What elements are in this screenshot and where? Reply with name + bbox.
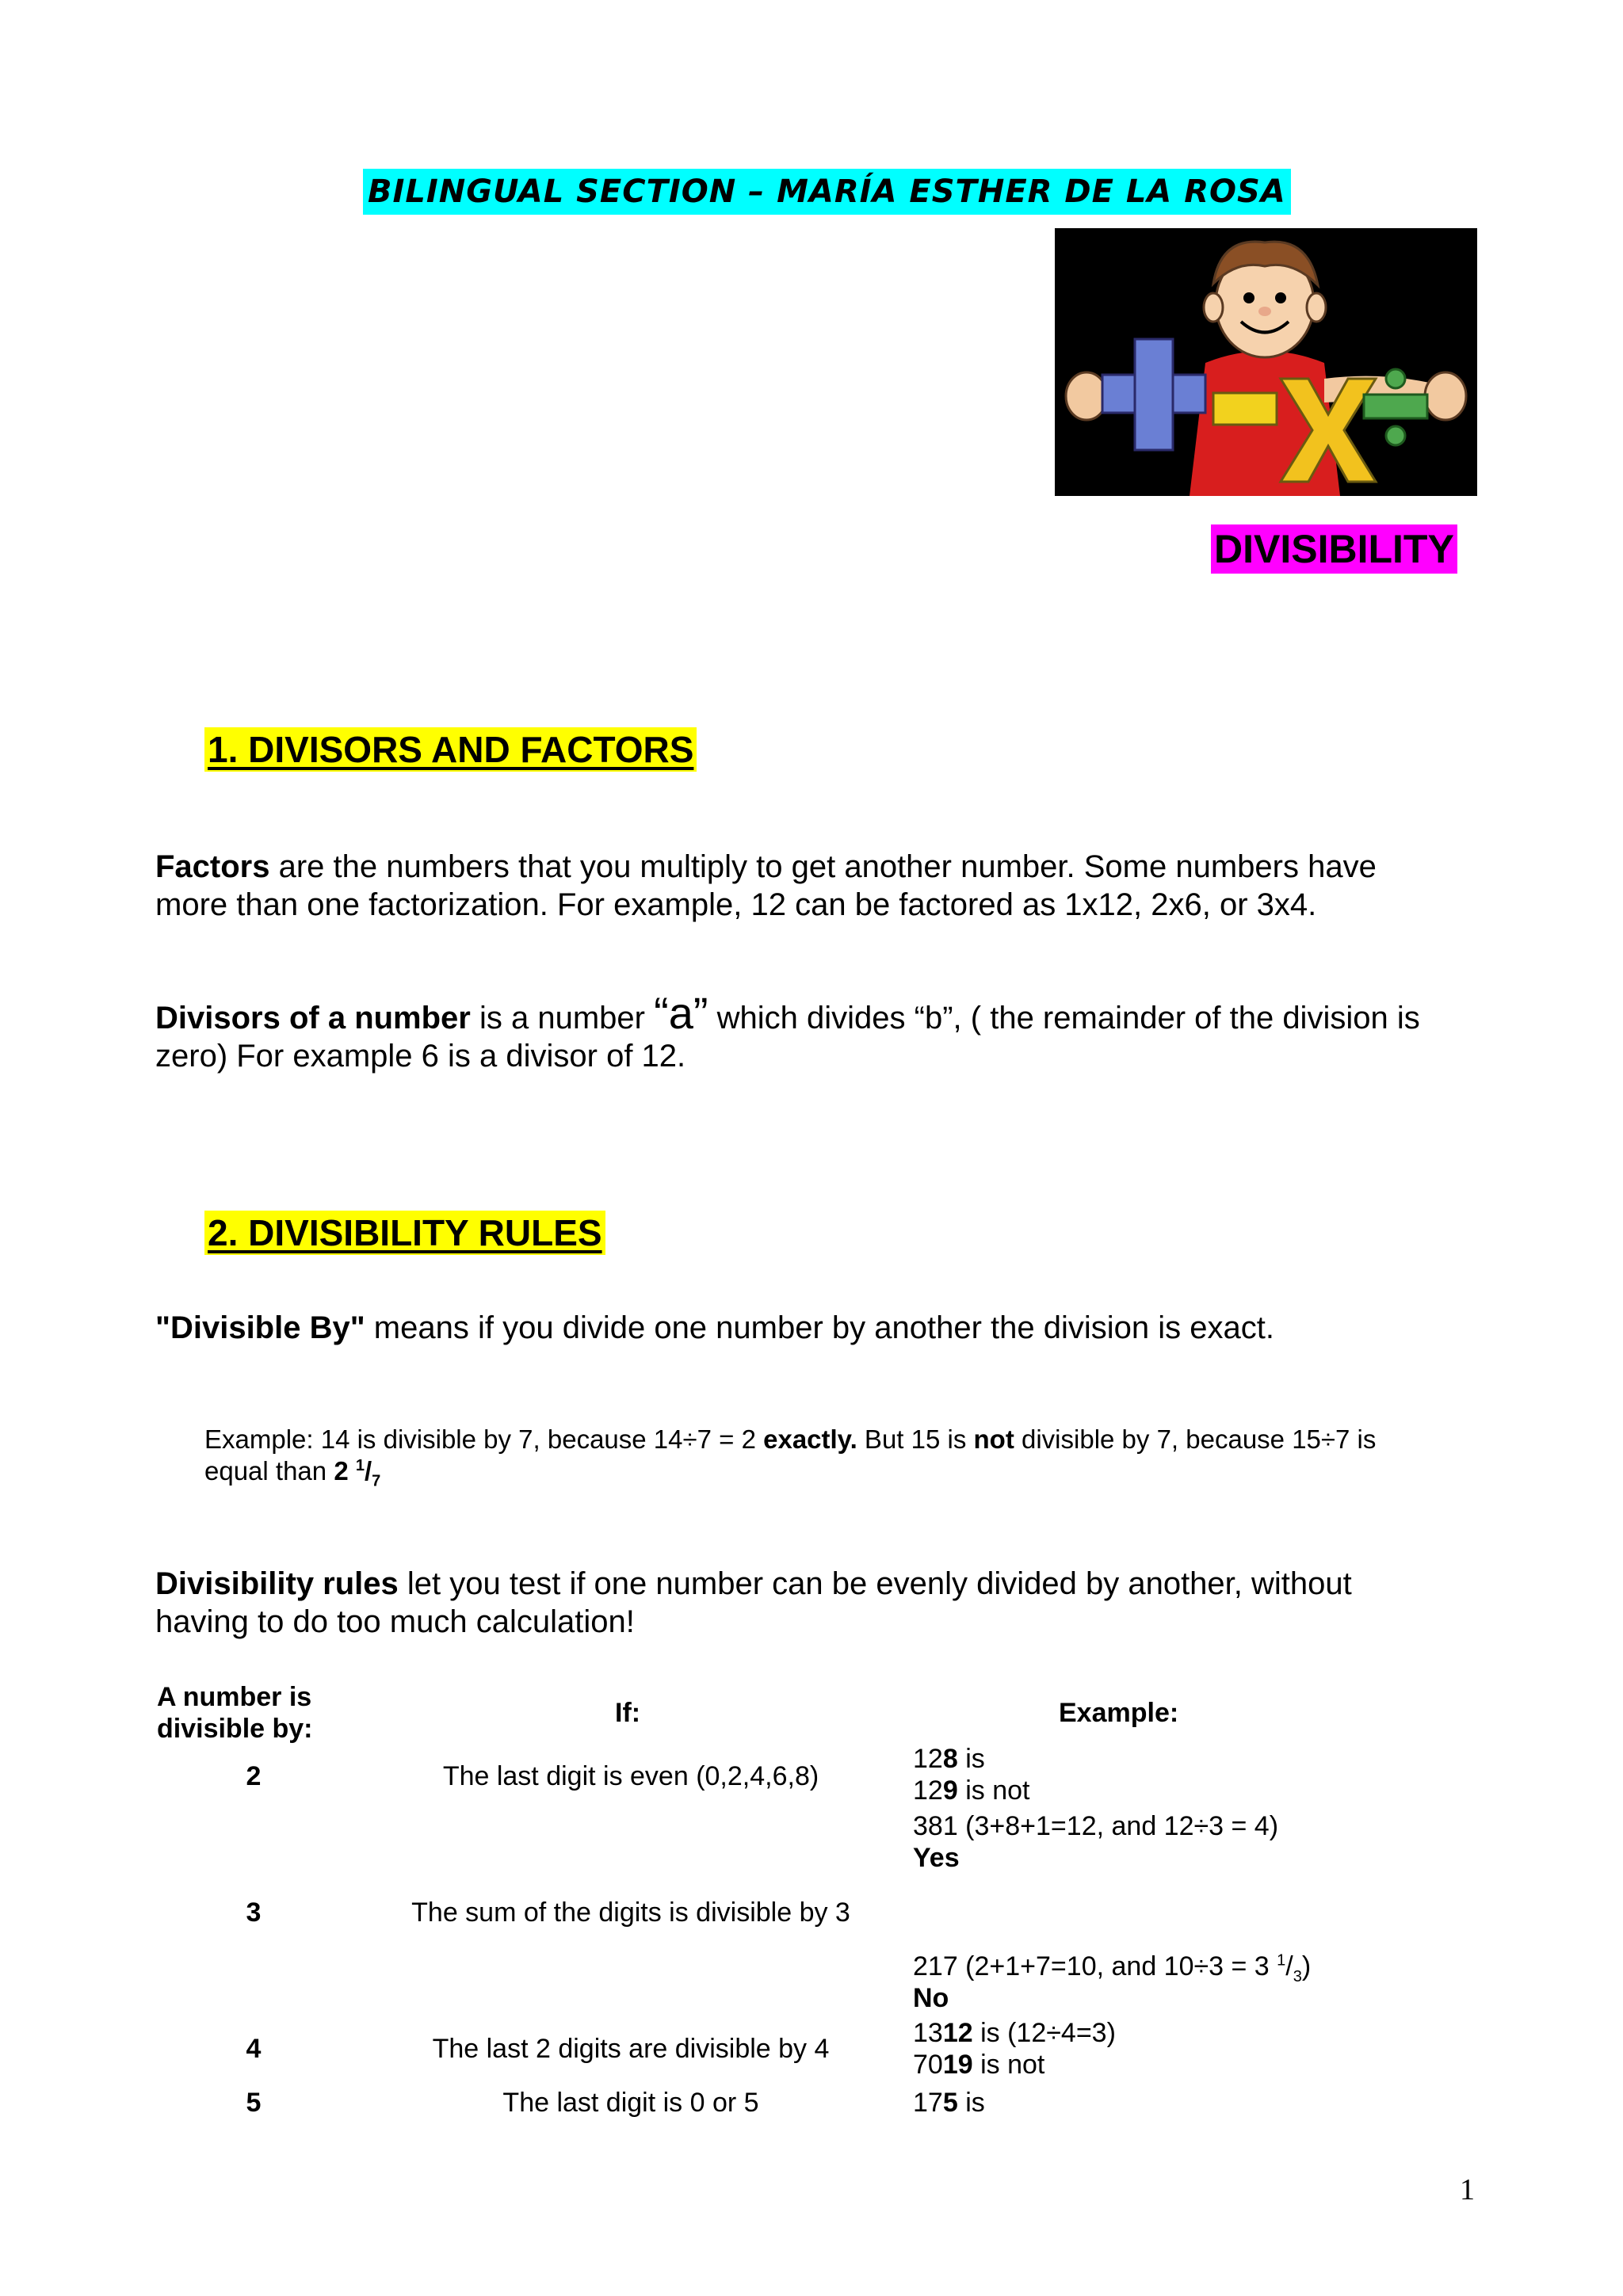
term-divisibility-rules: Divisibility rules bbox=[155, 1566, 399, 1601]
row-5-rule: The last digit is 0 or 5 bbox=[502, 2088, 759, 2118]
term-factors: Factors bbox=[155, 849, 270, 884]
paragraph-factors-line-1: Factors are the numbers that you multiply to get another number. Some numbers have bbox=[155, 849, 1377, 884]
term-divisors: Divisors of a number bbox=[155, 1001, 471, 1035]
table-header-if: If: bbox=[615, 1698, 641, 1728]
quote-a: “a” bbox=[654, 988, 708, 1038]
example-note bbox=[204, 1424, 1480, 1490]
paragraph-factors-line-2: more than one factorization. For example, 12 can be factored as 1x12, 2x6, or 3x4. bbox=[155, 887, 1317, 922]
paragraph-divisors bbox=[155, 988, 1503, 1075]
table-header-divisible-by: A number is divisible by: bbox=[157, 1682, 313, 1744]
row-3-example-yes: 381 (3+8+1=12, and 12÷3 = 4) Yes bbox=[913, 1811, 1279, 1873]
paragraph-divisibility-rules bbox=[155, 1565, 1503, 1641]
row-4-example bbox=[913, 2017, 1116, 2081]
paragraph-rules-line-1: Divisibility rules let you test if one number can be evenly divided by another, without bbox=[155, 1566, 1352, 1601]
row-4-number: 4 bbox=[246, 2034, 262, 2064]
example-note-line-1: Example: 14 is divisible by 7, because 14÷7 = 2 exactly. But 15 is not divisible by 7, because 15÷7 is bbox=[204, 1425, 1377, 1454]
fraction: 2 $^1/_7$ bbox=[334, 1456, 381, 1490]
term-divisible-by: "Divisible By" bbox=[155, 1310, 365, 1345]
paragraph-rules-line-2: having to do too much calculation! bbox=[155, 1604, 635, 1639]
paragraph-divisors-line-1: Divisors of a number is a number “a” which divides “b”, ( the remainder of the division is bbox=[155, 988, 1420, 1038]
row-2-rule: The last digit is even (0,2,4,6,8) bbox=[442, 1761, 819, 1791]
page-number: 1 bbox=[1460, 2173, 1475, 2206]
document-title: DIVISIBILITY bbox=[1211, 524, 1457, 574]
row-3-example-no: 217 (2+1+7=10, and 10÷3 = 3 $^1/_3$) No bbox=[913, 1951, 1312, 2013]
row-2-example-2: 129 is not bbox=[913, 1775, 1030, 1806]
row-4-rule: The last 2 digits are divisible by 4 bbox=[432, 2034, 830, 2064]
row-3-rule: The sum of the digits is divisible by 3 bbox=[411, 1897, 850, 1928]
row-2-number: 2 bbox=[246, 1761, 262, 1791]
section-heading-divisors-factors: 1. DIVISORS AND FACTORS bbox=[204, 727, 697, 772]
paragraph-factors bbox=[155, 848, 1503, 924]
math-boy-illustration bbox=[1055, 228, 1477, 496]
section-heading-divisibility-rules: 2. DIVISIBILITY RULES bbox=[204, 1211, 605, 1255]
row-2-example bbox=[913, 1743, 1029, 1806]
table-header-example: Example: bbox=[1059, 1698, 1179, 1728]
row-2-example-1: 128 is bbox=[913, 1744, 985, 1774]
header-banner: BILINGUAL SECTION – MARÍA ESTHER DE LA ROSA bbox=[363, 169, 1291, 215]
paragraph-divisible-by: "Divisible By" means if you divide one number by another the division is exact. bbox=[155, 1310, 1274, 1345]
math-boy-clipart bbox=[1055, 228, 1477, 496]
row-3-number: 3 bbox=[246, 1897, 262, 1928]
row-5-example: 175 is bbox=[913, 2088, 985, 2118]
row-5-number: 5 bbox=[246, 2088, 262, 2118]
paragraph-divisors-line-2: zero) For example 6 is a divisor of 12. bbox=[155, 1039, 686, 1074]
example-note-line-2: equal than 2 $^1/_7$ bbox=[204, 1456, 381, 1490]
row-4-example-2: 7019 is not bbox=[913, 2050, 1045, 2080]
row-4-example-1: 1312 is (12÷4=3) bbox=[913, 2018, 1116, 2048]
